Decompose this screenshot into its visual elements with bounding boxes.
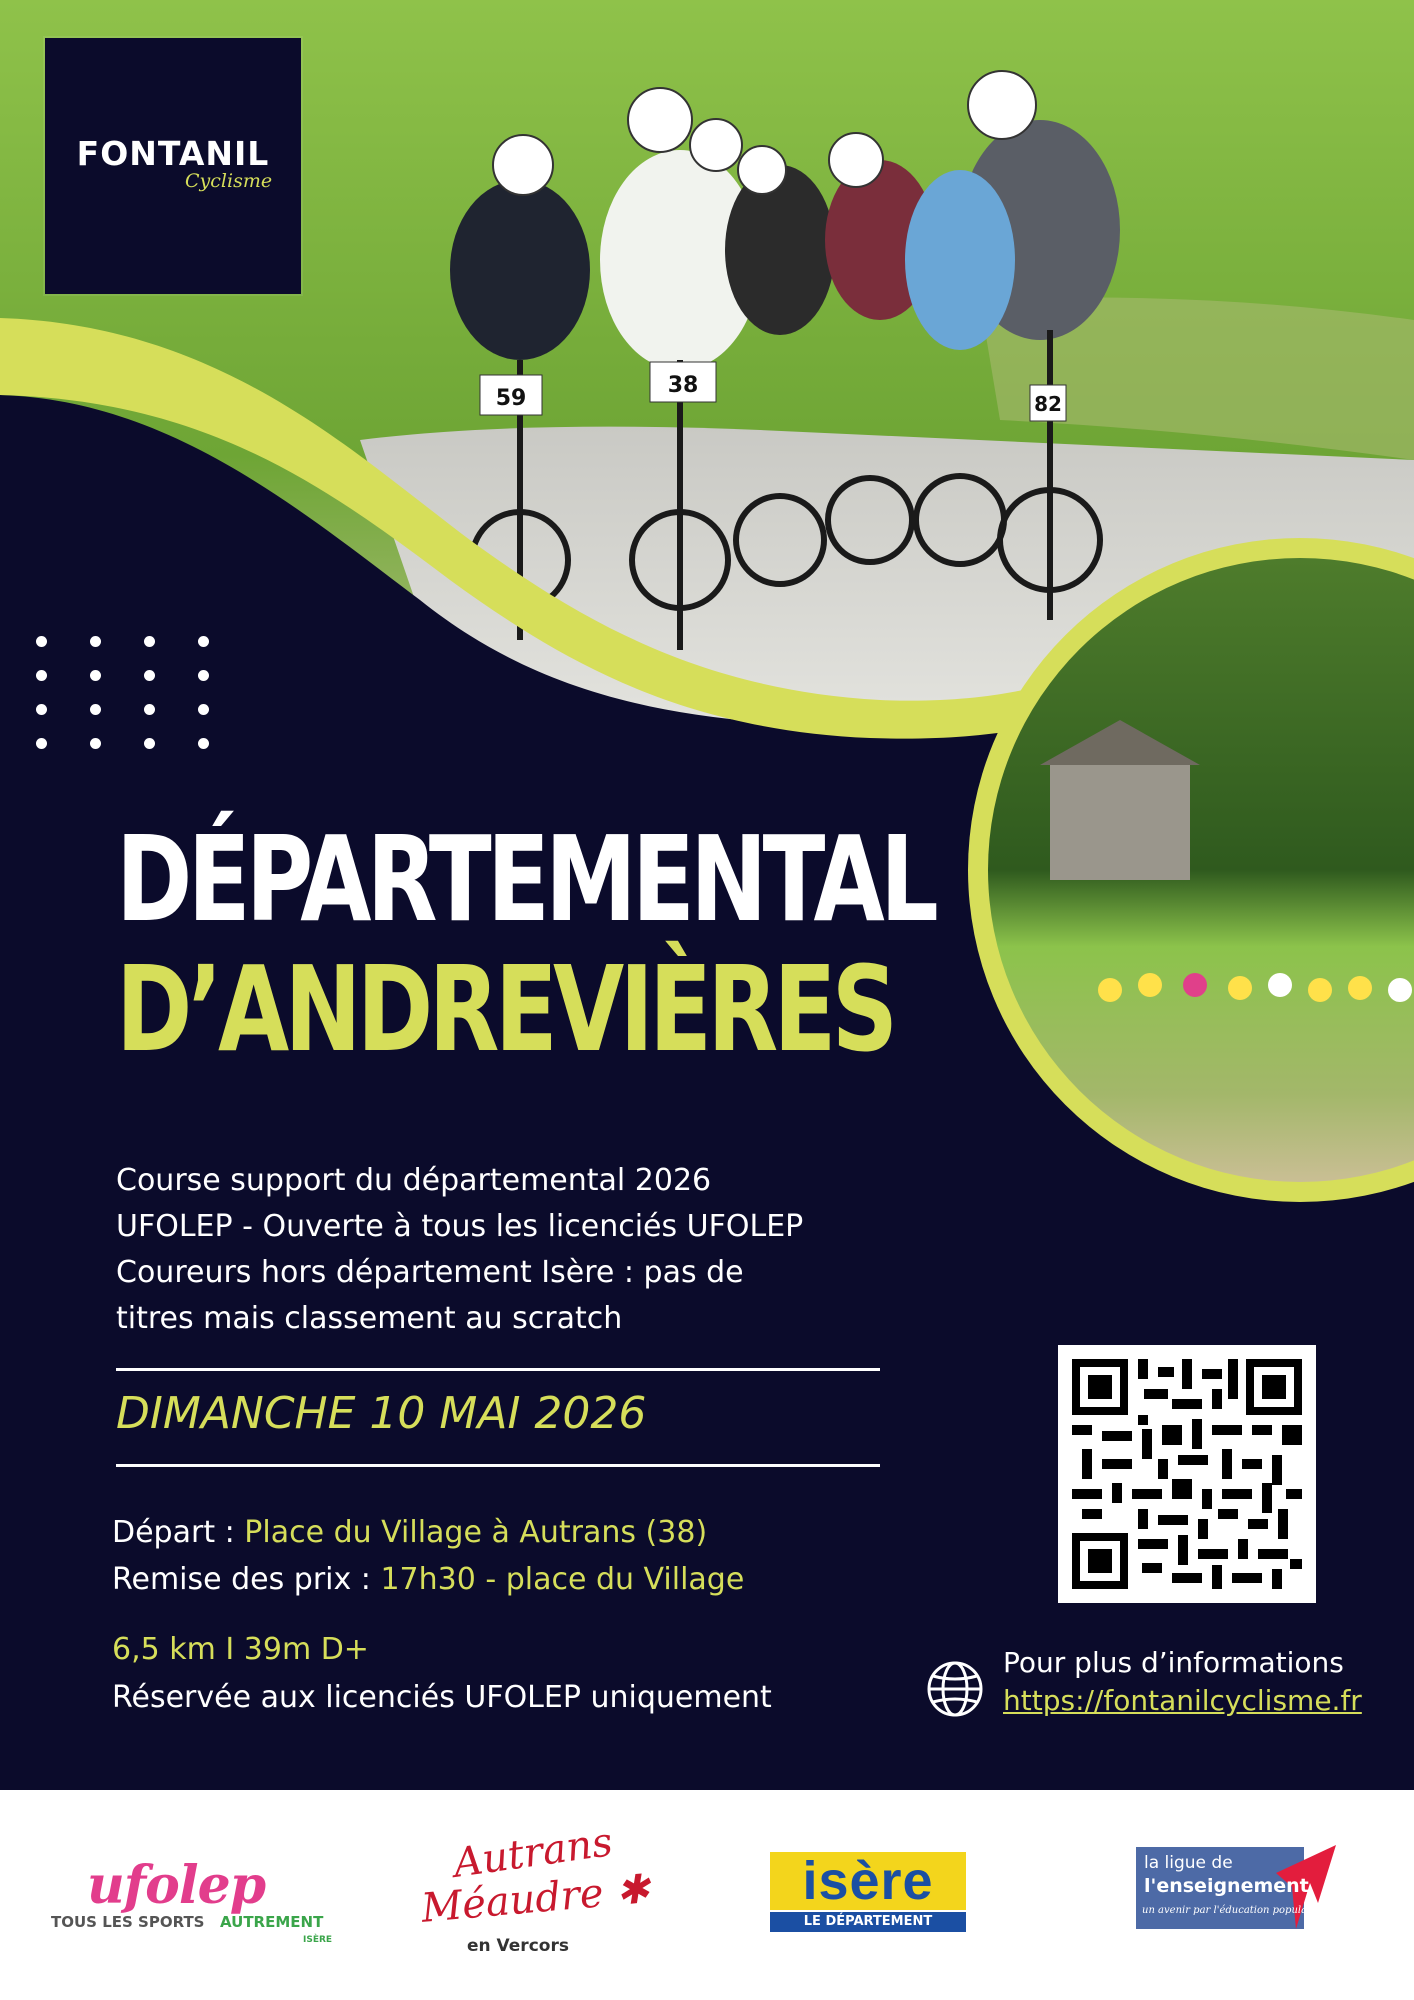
divider-top: [116, 1368, 880, 1371]
ufolep-wordmark: [87, 1855, 265, 1916]
isere-wordmark: isère: [770, 1852, 966, 1910]
prix-line: [112, 1562, 744, 1597]
depart-value: Place du Village à Autrans (38): [244, 1515, 708, 1550]
ufolep-tagline-accent: AUTREMENT: [220, 1913, 324, 1931]
description-line: UFOLEP - Ouverte à tous les licenciés UFOLEP: [116, 1209, 804, 1244]
qr-code-pattern: [1072, 1359, 1302, 1589]
dot: [36, 670, 47, 681]
course-stats: [112, 1632, 369, 1667]
isere-subtitle: LE DÉPARTEMENT: [770, 1912, 966, 1932]
dot: [144, 636, 155, 647]
event-title-line2: D’ANDREVIÈRES: [116, 940, 894, 1078]
ligue-line2: l'enseignement: [1144, 1875, 1309, 1897]
ufolep-tagline: TOUS LES SPORTS: [51, 1913, 205, 1931]
ligue-line3: un avenir par l'éducation populaire: [1142, 1905, 1321, 1916]
dot: [144, 704, 155, 715]
autrans-line3: en Vercors: [467, 1936, 569, 1956]
bib-number: 82: [1034, 392, 1062, 416]
dot: [36, 704, 47, 715]
depart-label: Départ :: [112, 1515, 245, 1550]
dot: [144, 738, 155, 749]
dot: [198, 704, 209, 715]
bib-number: 59: [495, 386, 527, 411]
globe-icon: [926, 1660, 984, 1718]
bib-number: 38: [667, 373, 699, 398]
description-line: Coureurs hors département Isère : pas de: [116, 1255, 744, 1290]
prix-value: 17h30 - place du Village: [380, 1562, 745, 1597]
dot: [90, 636, 101, 647]
autrans-line2-text: Méaudre: [419, 1870, 606, 1932]
dot: [36, 738, 47, 749]
fontanil-logo: [45, 38, 301, 294]
ufolep-logo: [45, 1855, 345, 1950]
asterisk-icon: ✱: [614, 1866, 652, 1915]
dot: [198, 636, 209, 647]
description-line: Course support du départemental 2026: [116, 1163, 712, 1198]
event-date: DIMANCHE 10 MAI 2026: [116, 1388, 647, 1439]
divider-bottom: [116, 1464, 880, 1467]
autrans-line1: Autrans: [450, 1819, 616, 1887]
ligue-enseignement-logo: [1136, 1843, 1351, 1935]
event-description: [116, 1158, 896, 1342]
ligue-line1: la ligue de: [1144, 1853, 1233, 1873]
website-link[interactable]: https://fontanilcyclisme.fr: [1003, 1684, 1362, 1717]
depart-line: [112, 1515, 707, 1550]
dot: [90, 704, 101, 715]
stats-separator: I: [215, 1632, 244, 1667]
event-title-line1: DÉPARTEMENTAL: [116, 810, 935, 948]
more-info-label: Pour plus d’informations: [1003, 1646, 1344, 1679]
dot: [36, 636, 47, 647]
description-line: titres mais classement au scratch: [116, 1301, 623, 1336]
dot: [198, 670, 209, 681]
restriction-text: Réservée aux licenciés UFOLEP uniquement: [112, 1680, 772, 1715]
ufolep-wordmark-text: ufolep: [87, 1855, 266, 1916]
logo-wordmark: FONTANIL: [76, 134, 270, 173]
ufolep-region: ISÈRE: [303, 1935, 333, 1945]
dot: [198, 738, 209, 749]
elevation: 39m D+: [243, 1632, 369, 1667]
prix-label: Remise des prix :: [112, 1562, 381, 1597]
dot: [144, 670, 155, 681]
logo-subtitle: Cyclisme: [185, 170, 273, 192]
decorative-dots: [28, 628, 228, 758]
autrans-meaudre-logo: [415, 1819, 652, 1970]
dot: [90, 670, 101, 681]
qr-code[interactable]: [1058, 1345, 1316, 1603]
dot: [90, 738, 101, 749]
isere-logo: [770, 1852, 966, 1932]
distance: 6,5 km: [112, 1632, 216, 1667]
